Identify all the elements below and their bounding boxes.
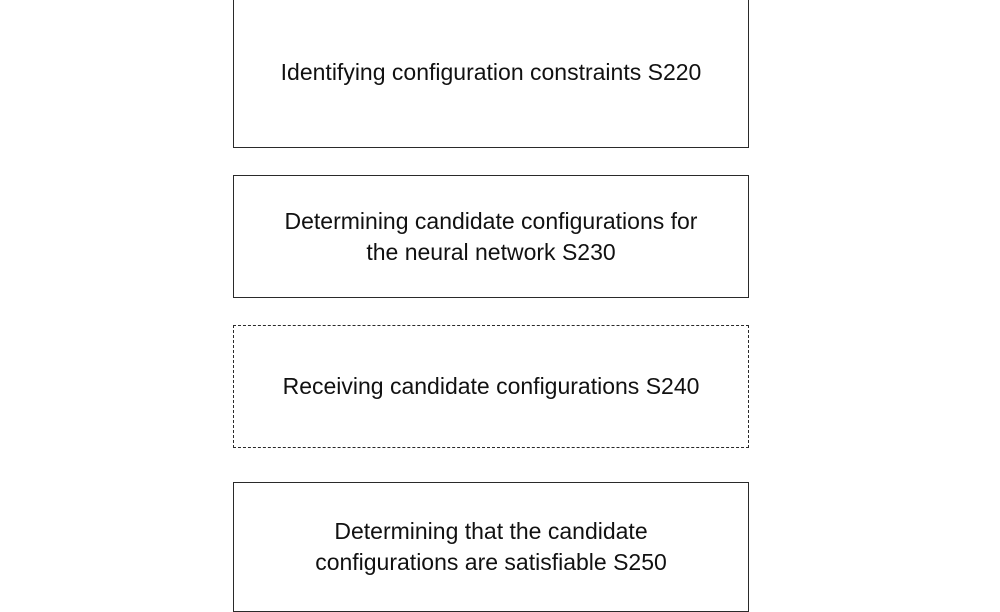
step-box-s220	[233, 0, 749, 148]
step-box-s250	[233, 482, 749, 612]
step-box-s230	[233, 175, 749, 298]
step-label-s240: Receiving candidate configurations S240	[282, 373, 700, 399]
step-label-s250: Determining that the candidate configurations are satisfiable S250	[315, 518, 667, 575]
step-box-s240-optional	[233, 325, 749, 448]
step-label-s230: Determining candidate configurations for the neural network S230	[284, 207, 698, 265]
step-label-s220: Identifying configuration constraints S220	[280, 58, 702, 85]
